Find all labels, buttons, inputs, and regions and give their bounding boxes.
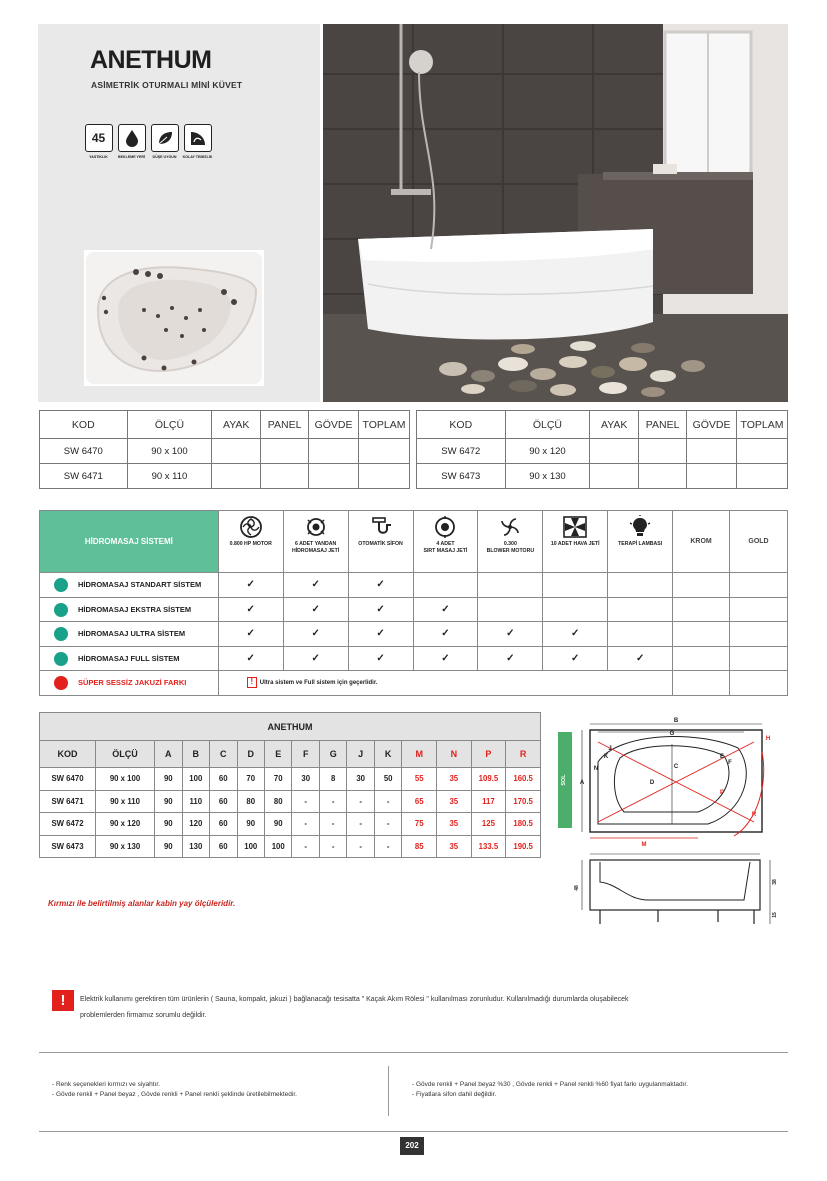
table-row: HİDROMASAJ FULL SİSTEM ✓ ✓ ✓ ✓ ✓ ✓ ✓: [40, 646, 788, 671]
svg-text:D: D: [649, 780, 655, 786]
col-kod: KOD: [417, 411, 506, 439]
check-icon: ✓: [478, 646, 543, 671]
feature-siphon: OTOMATİK SİFON: [348, 511, 413, 573]
check-icon: ✓: [283, 646, 348, 671]
warning-text: Elektrik kullanımı gerektiren tüm ürünlerin ( Sauna, kompakt, jakuzi ) bağlanacağı tesisatta " Kaçak Akım Rölesi " kullanılması zorunludur. Kullanılmadığı durumlarda oluşabilecek problemlerden firmamız sorumlu değildir.: [80, 996, 629, 1019]
col-toplam: TOPLAM: [359, 411, 410, 439]
alert-icon: !: [247, 677, 257, 688]
svg-text:M: M: [641, 842, 647, 848]
table-row: HİDROMASAJ EKSTRA SİSTEM ✓ ✓ ✓ ✓: [40, 597, 788, 622]
check-icon: ✓: [543, 646, 608, 671]
check-icon: ✓: [348, 597, 413, 622]
footer-notes-right: - Gövde renkli + Panel beyaz %30 , Gövde renkli + Panel renkli %60 fiyat farkı uygulanmaktadır. - Fiyatlara sifon dahil değildir.: [412, 1081, 689, 1098]
svg-text:H: H: [765, 736, 771, 742]
col-olcu: ÖLÇÜ: [505, 411, 590, 439]
feature-blower: 0.300 BLOWER MOTORU: [478, 511, 543, 573]
check-icon: ✓: [218, 597, 283, 622]
feature-size: 45 YASTIKLIK: [84, 124, 113, 168]
col-ayak: AYAK: [212, 411, 261, 439]
feature-drop: BEKLEME YERİ: [117, 124, 146, 168]
bathtub-top-view-image: [84, 250, 264, 386]
feature-lamp: TERAPİ LAMBASI: [608, 511, 673, 573]
dimensions-table: ANETHUM KOD ÖLÇÜ A B C D E F G J K M N P R SW 6470 90 x 100 90 100 60 70 70 30 8 30 50 55 35 109.5 160.5 SW 6471 90 x 110 90 110 60 80 80 - - - - 65 35 117 170.5 SW 6472 90 x 120 90 120 60 90 90 - - - - 75 35 125 180.5 SW 6473 90 x 130 90 130 60 100 100 - - - - 85 35 133.5 190.5: [39, 712, 541, 858]
table-row-silent: SÜPER SESSİZ JAKUZİ FARKI ! Ultra sistem ve Full sistem için geçerlidir.: [40, 671, 788, 696]
svg-text:48: 48: [574, 885, 580, 891]
status-dot: [54, 578, 68, 592]
col-panel: PANEL: [261, 411, 309, 439]
svg-text:38: 38: [772, 879, 778, 885]
cabin-arc-note: Kırmızı ile belirtilmiş alanlar kabin yay ölçüleridir.: [48, 899, 236, 908]
check-icon: ✓: [218, 646, 283, 671]
lamp-icon: [628, 515, 652, 539]
feature-wave: KOLAY TEMİZLİK: [183, 124, 212, 168]
status-dot: [54, 676, 68, 690]
feature-motor: 0.800 HP MOTOR: [218, 511, 283, 573]
page-number: 202: [400, 1137, 424, 1155]
col-olcu: ÖLÇÜ: [127, 411, 212, 439]
table-row: SW 6473 90 x 130: [417, 464, 788, 489]
wave-icon: [184, 124, 212, 152]
svg-text:N: N: [593, 766, 599, 772]
svg-text:R: R: [751, 812, 757, 818]
table-row: SW 6470 90 x 100 90 100 60 70 70 30 8 30 50 55 35 109.5 160.5: [40, 768, 541, 791]
divider: [39, 1131, 788, 1132]
check-icon: ✓: [608, 646, 673, 671]
check-icon: ✓: [413, 646, 478, 671]
divider: [388, 1066, 389, 1116]
col-krom: KROM: [673, 511, 730, 573]
table-row: SW 6471 90 x 110: [40, 464, 410, 489]
check-icon: ✓: [413, 622, 478, 647]
check-icon: ✓: [218, 622, 283, 647]
svg-text:F: F: [728, 760, 732, 766]
check-icon: ✓: [283, 622, 348, 647]
check-icon: ✓: [348, 622, 413, 647]
siphon-icon: [369, 515, 393, 539]
price-table-left: [39, 410, 410, 489]
divider: [39, 1052, 788, 1053]
table-row: SW 6472 90 x 120: [417, 439, 788, 464]
silent-note: Ultra sistem ve Full sistem için geçerlidir.: [259, 680, 378, 687]
svg-text:B: B: [673, 718, 679, 724]
feature-icons: [84, 124, 212, 168]
check-icon: ✓: [218, 573, 283, 598]
table-row: SW 6470 90 x 100: [40, 439, 410, 464]
back-jet-icon: [433, 515, 457, 539]
air-jet-icon: [561, 515, 589, 539]
product-subtitle: ASİMETRİK OTURMALI MİNİ KÜVET: [91, 80, 243, 90]
col-ayak: AYAK: [590, 411, 639, 439]
technical-drawing: [558, 712, 790, 930]
hero-section: [38, 24, 788, 402]
status-dot: [54, 652, 68, 666]
svg-text:K: K: [603, 754, 609, 760]
table-row: SW 6471 90 x 110 90 110 60 80 80 - - - - 65 35 117 170.5: [40, 790, 541, 813]
table-row: SW 6472 90 x 120 90 120 60 90 90 - - - - 75 35 125 180.5: [40, 813, 541, 836]
svg-text:P: P: [719, 790, 725, 796]
feature-air-jet: 10 ADET HAVA JETİ: [543, 511, 608, 573]
check-icon: ✓: [283, 597, 348, 622]
svg-text:J: J: [608, 746, 612, 752]
svg-text:G: G: [669, 731, 675, 737]
check-icon: ✓: [348, 646, 413, 671]
table-row: HİDROMASAJ STANDART SİSTEM ✓ ✓ ✓: [40, 573, 788, 598]
leaf-icon: [151, 124, 179, 152]
side-jet-icon: [304, 515, 328, 539]
status-dot: [54, 603, 68, 617]
feature-back-jet: 4 ADET SIRT MASAJ JETİ: [413, 511, 478, 573]
check-icon: ✓: [348, 573, 413, 598]
table-row: HİDROMASAJ ULTRA SİSTEM ✓ ✓ ✓ ✓ ✓ ✓: [40, 622, 788, 647]
hydro-title: HİDROMASAJ SİSTEMİ: [40, 511, 219, 573]
table-row: SW 6473 90 x 130 90 130 60 100 100 - - - - 85 35 133.5 190.5: [40, 835, 541, 858]
svg-text:A: A: [579, 780, 585, 786]
col-kod: KOD: [40, 411, 128, 439]
check-icon: ✓: [413, 597, 478, 622]
col-panel: PANEL: [639, 411, 687, 439]
col-govde: GÖVDE: [309, 411, 359, 439]
product-info-panel: [38, 24, 320, 402]
col-toplam: TOPLAM: [737, 411, 788, 439]
drop-icon: [118, 124, 146, 152]
feature-leaf: DÜŞE UYGUN: [150, 124, 179, 168]
hydromassage-table: [39, 510, 788, 696]
number-45-icon: 45: [85, 124, 113, 152]
svg-text:E: E: [719, 754, 725, 760]
status-dot: [54, 627, 68, 641]
col-gold: GOLD: [729, 511, 787, 573]
side-label: SOL: [561, 774, 567, 786]
warning-icon: !: [52, 990, 74, 1011]
check-icon: ✓: [283, 573, 348, 598]
footer-notes-left: - Renk seçenekleri kırmızı ve siyahtır. - Gövde renkli + Panel beyaz , Gövde renkli + Panel renkli şeklinde üretilebilmektedir.: [52, 1081, 297, 1098]
product-title: ANETHUM: [90, 46, 212, 74]
price-table-right: [416, 410, 788, 489]
svg-text:C: C: [673, 764, 679, 770]
check-icon: ✓: [478, 622, 543, 647]
bathroom-product-photo: [323, 24, 788, 402]
col-govde: GÖVDE: [687, 411, 737, 439]
motor-icon: [239, 515, 263, 539]
check-icon: ✓: [543, 622, 608, 647]
svg-text:15: 15: [772, 912, 778, 918]
feature-side-jet: 6 ADET YANDAN HİDROMASAJ JETİ: [283, 511, 348, 573]
blower-icon: [498, 515, 522, 539]
dimensions-title: ANETHUM: [40, 713, 541, 741]
